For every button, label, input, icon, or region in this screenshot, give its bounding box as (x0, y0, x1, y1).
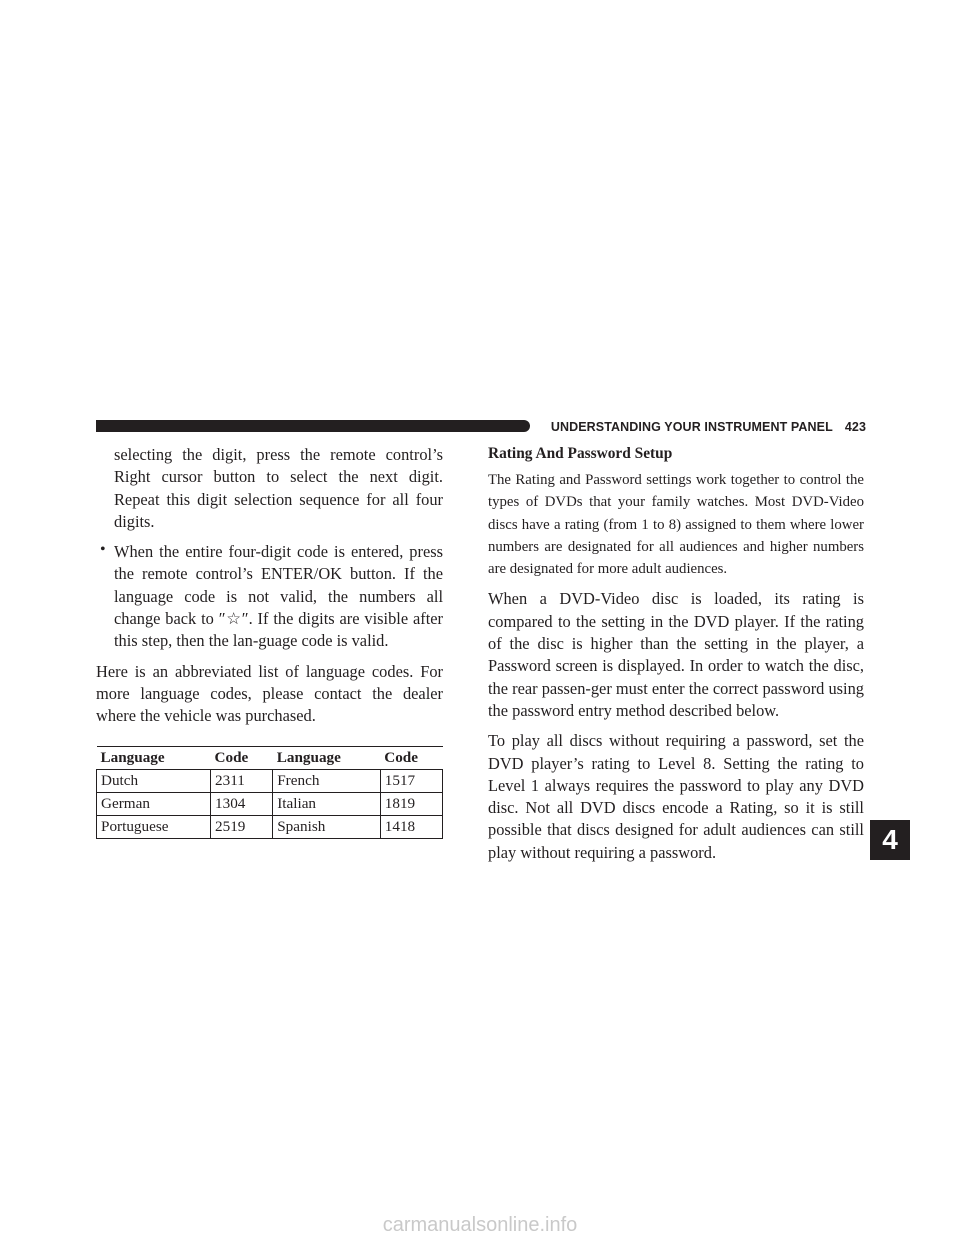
watermark: carmanualsonline.info (382, 1214, 578, 1236)
intro-paragraph: Here is an abbreviated list of language codes. For more language codes, please contact the dealer where the vehicle was purchased. (96, 661, 443, 726)
bullet-item (96, 541, 443, 652)
table-cell: French (273, 769, 381, 792)
table-header-cell: Language (97, 746, 211, 769)
table-cell: 1517 (380, 769, 442, 792)
password-paragraph: When a DVD-Video disc is loaded, its rating is compared to the setting in the DVD player. If the rating of the disc is higher than the setting in the player, a Password screen is displayed. In order to watch the disc, the rear passen-ger must enter the correct password using the password entry method described below. (488, 589, 864, 720)
table-cell: 1819 (380, 792, 442, 815)
page-number: 423 (844, 420, 866, 434)
table-cell: 1418 (380, 815, 442, 838)
section-heading: Rating And Password Setup (488, 445, 673, 462)
table-row (97, 769, 443, 792)
chapter-tab: 4 (870, 820, 910, 860)
section-title: UNDERSTANDING YOUR INSTRUMENT PANEL (550, 420, 833, 434)
table-cell: Dutch (97, 769, 211, 792)
table-row (97, 792, 443, 815)
running-header (540, 418, 866, 436)
table-cell: Spanish (273, 815, 381, 838)
table-header-cell: Code (380, 746, 442, 769)
table-cell: Italian (273, 792, 381, 815)
rating-paragraph: The Rating and Password settings work together to control the types of DVDs that your family watches. Most DVD-Video discs have a rating (from 1 to 8) assigned to them where lower numbers are designated for all audiences and higher numbers are designated for more adult audiences. (488, 472, 864, 578)
table-cell: 2311 (211, 769, 273, 792)
table-header-cell: Code (211, 746, 273, 769)
table-cell: German (97, 792, 211, 815)
table-cell: Portuguese (97, 815, 211, 838)
continued-step-text: selecting the digit, press the remote control’s Right cursor button to select the next digit. Repeat this digit selection sequence for all four digits. (114, 445, 443, 531)
table-cell: 1304 (211, 792, 273, 815)
left-column (96, 444, 443, 839)
table-header-row (97, 746, 443, 769)
language-code-table (96, 746, 443, 839)
table-row (97, 815, 443, 838)
right-column (488, 444, 864, 864)
bullet-text: When the entire four-digit code is entered, press the remote control’s ENTER/OK button. If the language code is not valid, the numbers all change back to ″☆″. If the digits are visible after this step, then the lan-guage code is valid. (114, 542, 443, 651)
table-cell: 2519 (211, 815, 273, 838)
level-paragraph: To play all discs without requiring a password, set the DVD player’s rating to Level 8. Setting the rating to Level 1 always requires the password to play any DVD disc. Not all DVD discs encode a Rating, so it is still possible that discs designed for adult audiences can still play without requiring a password. (488, 731, 864, 862)
header-rule (96, 420, 530, 432)
table-header-cell: Language (273, 746, 381, 769)
bullet-symbol: • (100, 541, 106, 559)
